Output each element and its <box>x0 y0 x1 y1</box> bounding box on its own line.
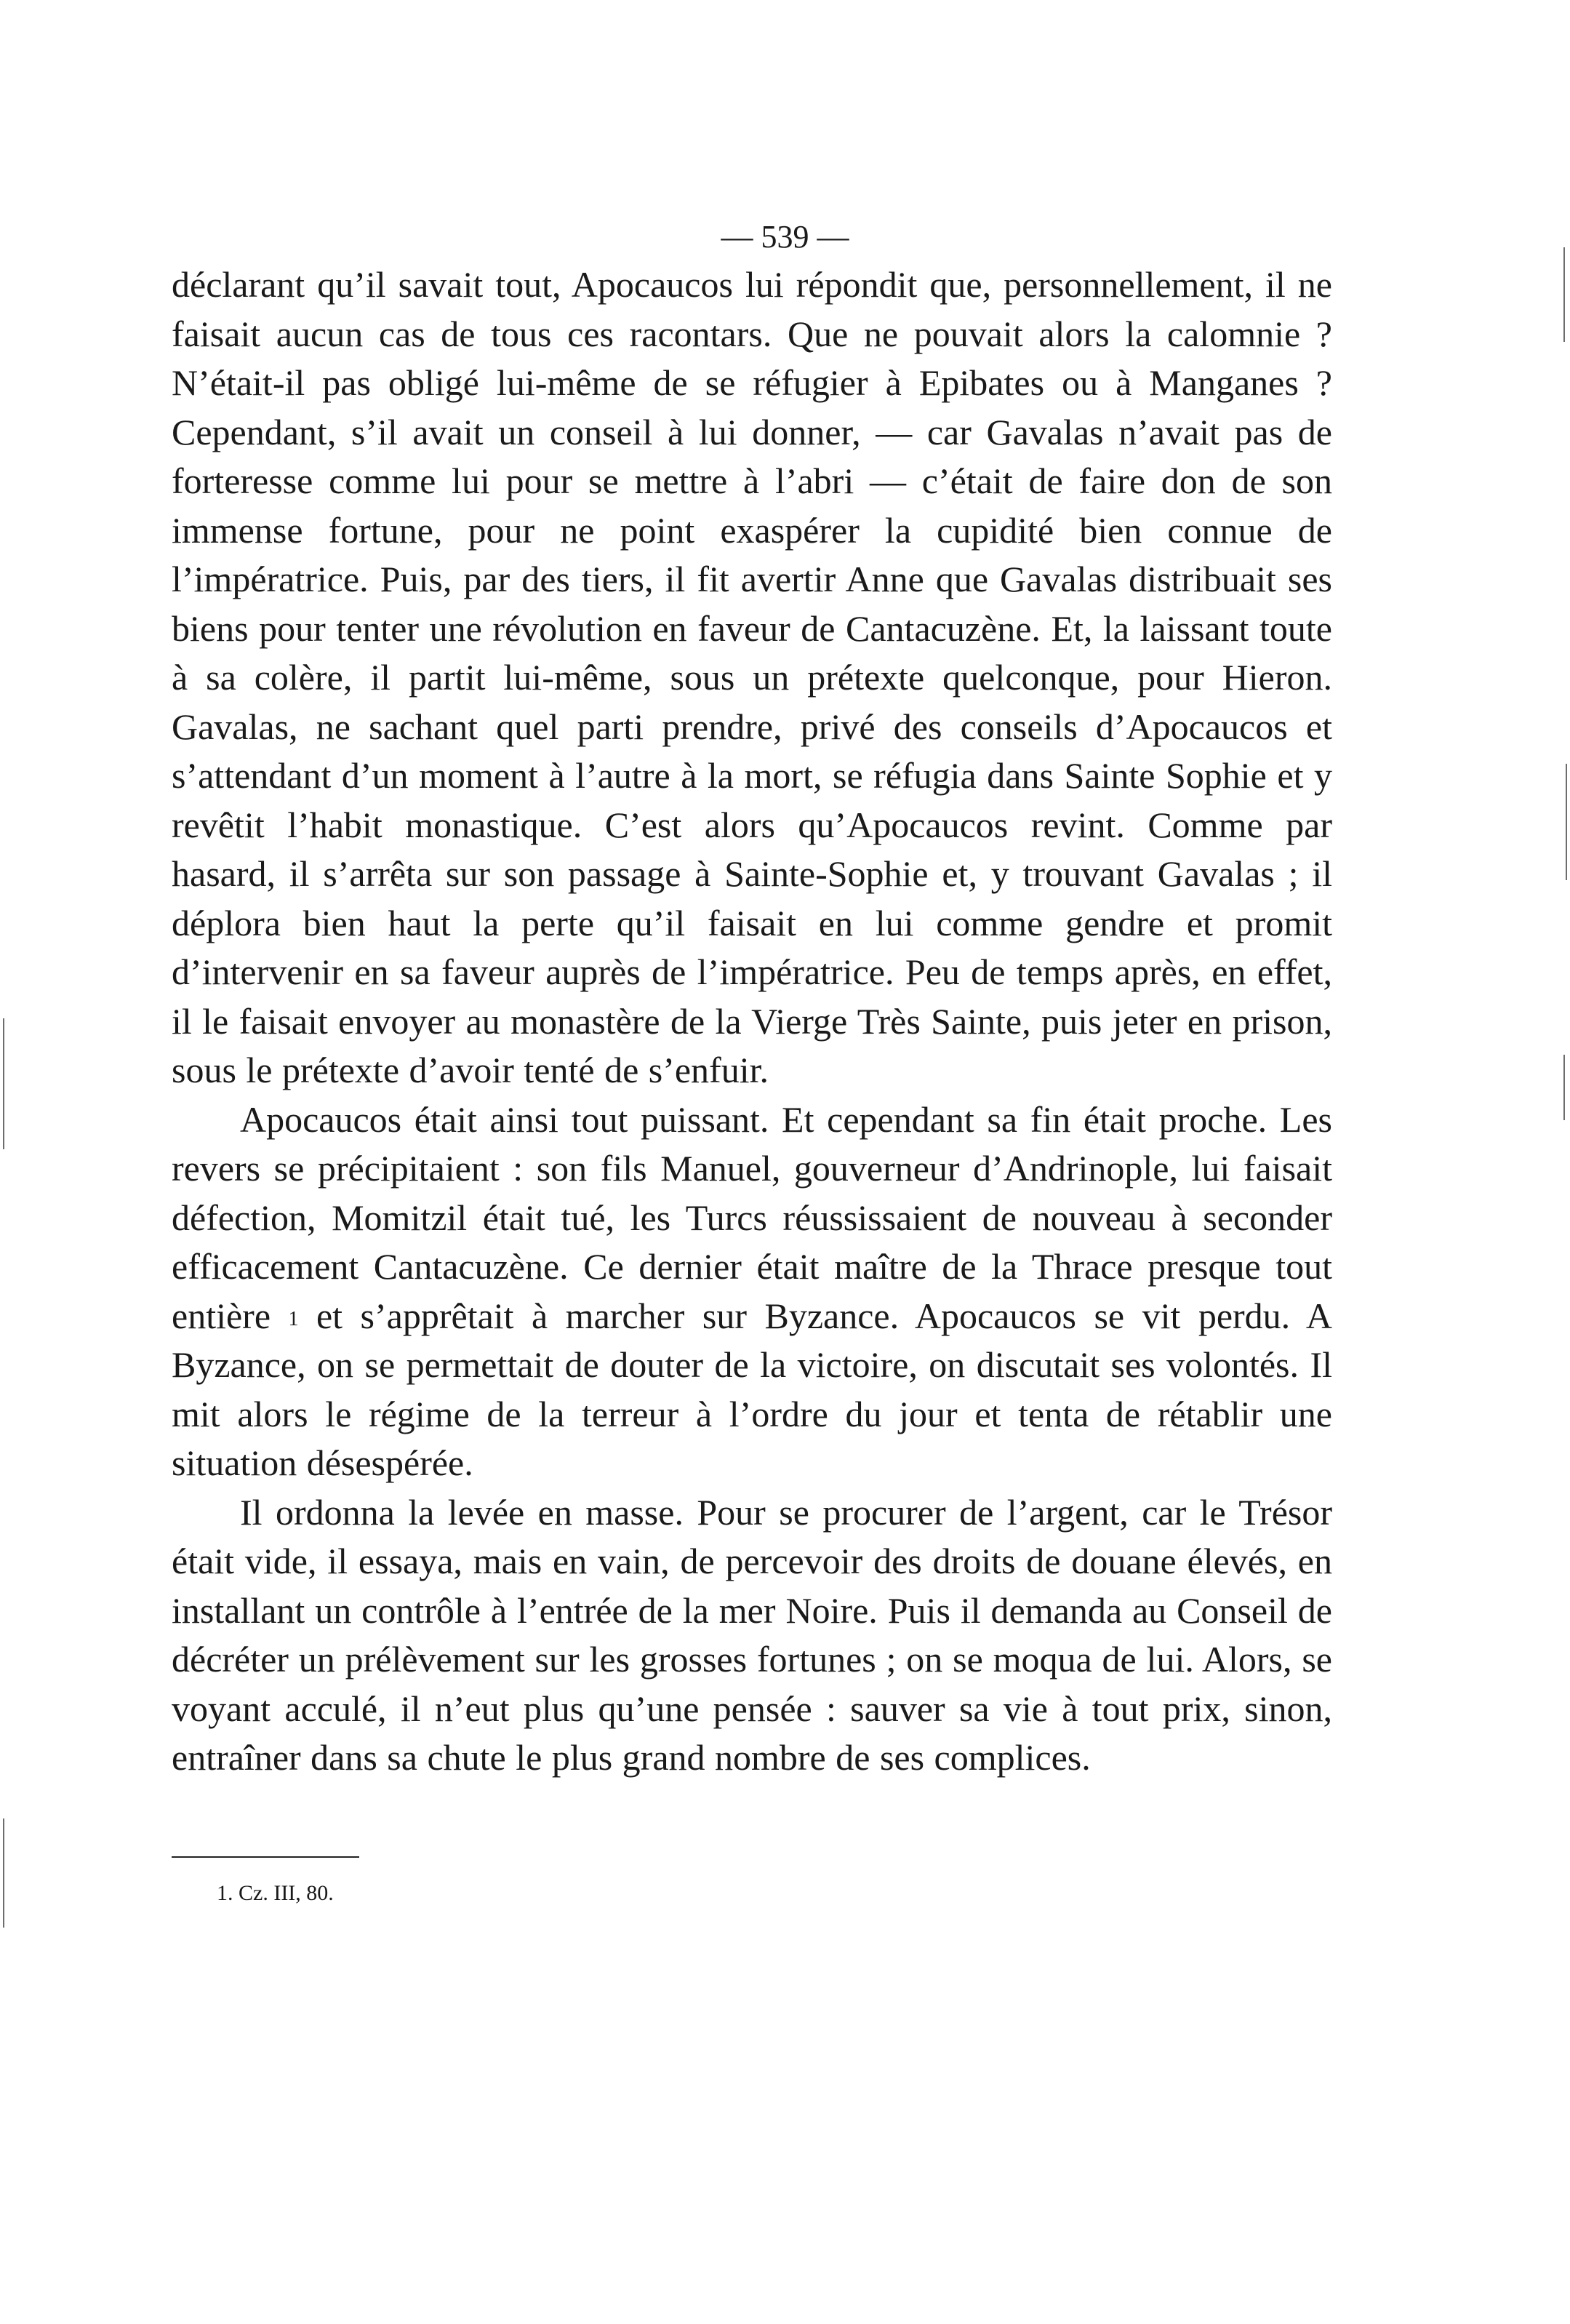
paragraph-2-text-before-note: Apocaucos était ainsi tout puissant. Et cependant sa fin était proche. Les revers se précipitaient : son fils Manuel, gouverneur d’Andrinople, lui faisait défection, Momitzil était tué, les Turcs réussissaient de nouveau à seconder efficacement Cantacuzène. Ce dernier était maître de la Thrace presque tout entière <box>172 1098 1332 1336</box>
scan-margin-mark <box>1563 247 1565 342</box>
footnote-marker: 1. <box>217 1881 233 1905</box>
scan-margin-mark <box>3 1818 4 1928</box>
scan-margin-mark <box>1566 764 1567 880</box>
paragraph-3: Il ordonna la levée en masse. Pour se procurer de l’argent, car le Trésor était vide, il essaya, mais en vain, de percevoir des droits de douane élevés, en installant un contrôle à l’entrée de la mer Noire. Puis il demanda au Conseil de décréter un prélèvement sur les grosses fortunes ; on se moqua de lui. Alors, se voyant acculé, il n’eut plus qu’une pensée : sauver sa vie à tout prix, sinon, entraîner dans sa chute le plus grand nombre de ses complices. <box>172 1491 1332 1778</box>
paragraph-1: déclarant qu’il savait tout, Apocaucos lui répondit que, personnellement, il ne faisait aucun cas de tous ces racontars. Que ne pouvait alors la calomnie ? N’était-il pas obligé lui-même de se réfugier à Epibates ou à Manganes ? Cependant, s’il avait un conseil à lui donner, — car Gavalas n’avait pas de forteresse comme lui pour se mettre à l’abri — c’était de faire don de son immense fortune, pour ne point exaspérer la cupidité bien connue de l’impératrice. Puis, par des tiers, il fit avertir Anne que Gavalas distribuait ses biens pour tenter une révolution en faveur de Cantacuzène. Et, la laissant toute à sa colère, il partit lui-même, sous un prétexte quelconque, pour Hieron. Gavalas, ne sachant quel parti prendre, privé des conseils d’Apocaucos et s’attendant d’un moment à l’autre à la mort, se réfugia dans Sainte Sophie et y revêtit l’habit monastique. C’est alors qu’Apocaucos revint. Comme par hasard, il s’arrêta sur son passage à Sainte-Sophie et, y trouvant Gavalas ; il déplora bien haut la perte qu’il faisait en lui comme gendre et promit d’intervenir en sa faveur auprès de l’impératrice. Peu de temps après, en effet, il le faisait envoyer au monastère de la Vierge Très Sainte, puis jeter en prison, sous le prétexte d’avoir tenté de s’enfuir. <box>172 264 1332 1090</box>
page-number: — 539 — <box>721 219 849 255</box>
footnote-separator <box>172 1856 359 1858</box>
paragraph-2 <box>172 1095 1332 1488</box>
footnote-text: Cz. III, 80. <box>239 1881 334 1905</box>
scan-margin-mark <box>1563 1055 1565 1120</box>
body-text <box>172 260 1332 1783</box>
footnote-reference[interactable]: 1 <box>288 1307 299 1330</box>
paragraph-2-text-after-note: et s’apprêtait à marcher sur Byzance. Apocaucos se vit perdu. A Byzance, on se permettait de douter de la victoire, on discutait ses volontés. Il mit alors le régime de la terreur à l’ordre du jour et tenta de rétablir une situation désespérée. <box>172 1295 1333 1483</box>
footnote <box>217 1879 334 1908</box>
scan-margin-mark <box>3 1018 4 1149</box>
